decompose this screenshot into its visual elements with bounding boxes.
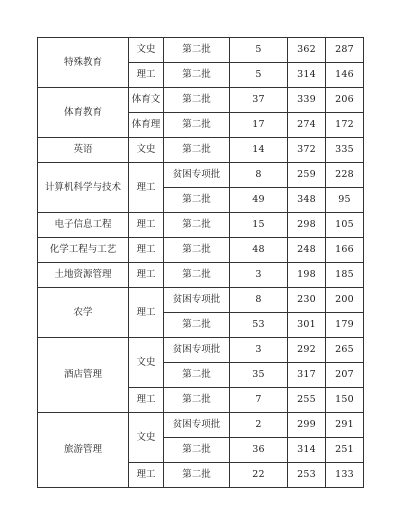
track-cell: 理工	[129, 288, 164, 338]
batch-cell: 贫困专项批	[164, 338, 230, 363]
plan-count-cell: 36	[230, 438, 288, 463]
plan-count-cell: 35	[230, 363, 288, 388]
table-row	[38, 413, 364, 438]
track-cell: 理工	[129, 388, 164, 413]
min-score-cell: 185	[326, 263, 364, 288]
batch-cell: 贫困专项批	[164, 163, 230, 188]
batch-cell: 第二批	[164, 138, 230, 163]
batch-cell: 第二批	[164, 213, 230, 238]
min-score-cell: 95	[326, 188, 364, 213]
track-cell: 理工	[129, 63, 164, 88]
min-score-cell: 251	[326, 438, 364, 463]
min-score-cell: 335	[326, 138, 364, 163]
max-score-cell: 372	[288, 138, 326, 163]
plan-count-cell: 3	[230, 263, 288, 288]
major-cell: 英语	[38, 138, 129, 163]
table-row	[38, 88, 364, 113]
track-cell: 体育理	[129, 113, 164, 138]
batch-cell: 第二批	[164, 63, 230, 88]
max-score-cell: 314	[288, 63, 326, 88]
table-row	[38, 38, 364, 63]
admission-table-page	[37, 37, 364, 488]
min-score-cell: 146	[326, 63, 364, 88]
major-cell: 特殊教育	[38, 38, 129, 88]
batch-cell: 第二批	[164, 463, 230, 488]
track-cell: 文史	[129, 138, 164, 163]
max-score-cell: 348	[288, 188, 326, 213]
max-score-cell: 339	[288, 88, 326, 113]
major-cell: 酒店管理	[38, 338, 129, 413]
plan-count-cell: 8	[230, 288, 288, 313]
min-score-cell: 105	[326, 213, 364, 238]
table-row	[38, 288, 364, 313]
max-score-cell: 299	[288, 413, 326, 438]
plan-count-cell: 53	[230, 313, 288, 338]
min-score-cell: 206	[326, 88, 364, 113]
batch-cell: 第二批	[164, 363, 230, 388]
min-score-cell: 166	[326, 238, 364, 263]
max-score-cell: 198	[288, 263, 326, 288]
max-score-cell: 317	[288, 363, 326, 388]
max-score-cell: 292	[288, 338, 326, 363]
track-cell: 体育文	[129, 88, 164, 113]
track-cell: 文史	[129, 38, 164, 63]
plan-count-cell: 49	[230, 188, 288, 213]
plan-count-cell: 22	[230, 463, 288, 488]
table-row	[38, 138, 364, 163]
track-cell: 文史	[129, 413, 164, 463]
major-cell: 土地资源管理	[38, 263, 129, 288]
batch-cell: 第二批	[164, 88, 230, 113]
table-row	[38, 213, 364, 238]
plan-count-cell: 5	[230, 38, 288, 63]
plan-count-cell: 8	[230, 163, 288, 188]
major-cell: 计算机科学与技术	[38, 163, 129, 213]
batch-cell: 贫困专项批	[164, 413, 230, 438]
plan-count-cell: 2	[230, 413, 288, 438]
min-score-cell: 265	[326, 338, 364, 363]
plan-count-cell: 14	[230, 138, 288, 163]
major-cell: 农学	[38, 288, 129, 338]
major-cell: 化学工程与工艺	[38, 238, 129, 263]
max-score-cell: 301	[288, 313, 326, 338]
max-score-cell: 259	[288, 163, 326, 188]
max-score-cell: 248	[288, 238, 326, 263]
max-score-cell: 274	[288, 113, 326, 138]
track-cell: 文史	[129, 338, 164, 388]
max-score-cell: 362	[288, 38, 326, 63]
plan-count-cell: 17	[230, 113, 288, 138]
batch-cell: 第二批	[164, 313, 230, 338]
batch-cell: 第二批	[164, 38, 230, 63]
batch-cell: 第二批	[164, 388, 230, 413]
track-cell: 理工	[129, 263, 164, 288]
plan-count-cell: 37	[230, 88, 288, 113]
batch-cell: 第二批	[164, 263, 230, 288]
plan-count-cell: 5	[230, 63, 288, 88]
major-cell: 体育教育	[38, 88, 129, 138]
plan-count-cell: 3	[230, 338, 288, 363]
plan-count-cell: 48	[230, 238, 288, 263]
table-row	[38, 238, 364, 263]
batch-cell: 第二批	[164, 438, 230, 463]
batch-cell: 贫困专项批	[164, 288, 230, 313]
plan-count-cell: 7	[230, 388, 288, 413]
track-cell: 理工	[129, 213, 164, 238]
min-score-cell: 179	[326, 313, 364, 338]
table-row	[38, 163, 364, 188]
max-score-cell: 253	[288, 463, 326, 488]
plan-count-cell: 15	[230, 213, 288, 238]
max-score-cell: 314	[288, 438, 326, 463]
min-score-cell: 287	[326, 38, 364, 63]
batch-cell: 第二批	[164, 238, 230, 263]
min-score-cell: 207	[326, 363, 364, 388]
table-row	[38, 263, 364, 288]
max-score-cell: 298	[288, 213, 326, 238]
max-score-cell: 230	[288, 288, 326, 313]
min-score-cell: 228	[326, 163, 364, 188]
batch-cell: 第二批	[164, 188, 230, 213]
min-score-cell: 133	[326, 463, 364, 488]
table-row	[38, 338, 364, 363]
batch-cell: 第二批	[164, 113, 230, 138]
min-score-cell: 200	[326, 288, 364, 313]
min-score-cell: 150	[326, 388, 364, 413]
track-cell: 理工	[129, 238, 164, 263]
track-cell: 理工	[129, 463, 164, 488]
min-score-cell: 291	[326, 413, 364, 438]
track-cell: 理工	[129, 163, 164, 213]
admission-score-table	[37, 37, 364, 488]
min-score-cell: 172	[326, 113, 364, 138]
max-score-cell: 255	[288, 388, 326, 413]
major-cell: 电子信息工程	[38, 213, 129, 238]
major-cell: 旅游管理	[38, 413, 129, 488]
